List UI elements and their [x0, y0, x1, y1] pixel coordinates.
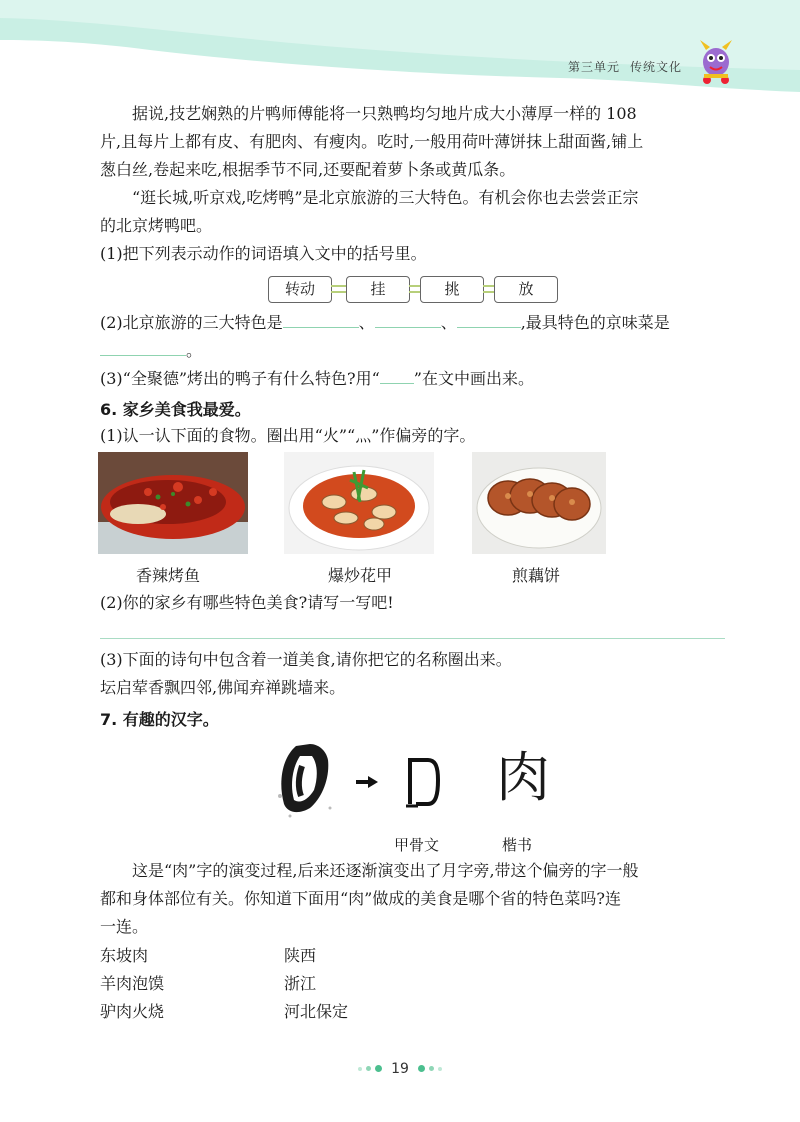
- word-card: 放: [494, 276, 558, 303]
- food-caption: 香辣烤鱼: [136, 566, 201, 585]
- province-item[interactable]: 浙江: [284, 974, 317, 993]
- q5-2-continued: 。: [100, 341, 202, 361]
- food-caption: 爆炒花甲: [328, 566, 393, 585]
- connector: [331, 285, 347, 293]
- topic-label: 传统文化: [630, 60, 683, 74]
- footer-dot: [429, 1066, 434, 1071]
- word-card: 挑: [420, 276, 484, 303]
- label-kaishu: 楷书: [502, 836, 533, 854]
- bronze-script-rou-glyph: [402, 754, 442, 810]
- answer-blank[interactable]: [375, 327, 441, 328]
- kaishu-rou-char: 肉: [496, 746, 550, 809]
- word-card: 转动: [268, 276, 332, 303]
- s7-body-line: 都和身体部位有关。你知道下面用“肉”做成的美食是哪个省的特色菜吗?连: [100, 889, 621, 908]
- dish-item[interactable]: 羊肉泡馍: [100, 974, 165, 993]
- answer-blank[interactable]: [457, 327, 521, 328]
- writing-line[interactable]: [100, 638, 725, 639]
- passage-line: 的北京烤鸭吧。: [100, 216, 213, 235]
- section-6-title: 6. 家乡美食我最爱。: [100, 400, 251, 419]
- footer-dot: [375, 1065, 382, 1072]
- label-jiaguwen: 甲骨文: [394, 836, 440, 854]
- q6-1-prompt: (1)认一认下面的食物。圈出用“火”“灬”作偏旁的字。: [100, 426, 476, 445]
- footer-dot: [366, 1066, 371, 1071]
- q5-3-prompt: (3)“全聚德”烤出的鸭子有什么特色?用“ ”在文中画出来。: [100, 369, 534, 388]
- page-number: 19: [391, 1061, 409, 1077]
- food-photo-lotus-root-cakes: [472, 452, 606, 554]
- footer-dot: [358, 1067, 362, 1071]
- q6-3-prompt: (3)下面的诗句中包含着一道美食,请你把它的名称圈出来。: [100, 650, 512, 669]
- oracle-bone-rou-glyph: [270, 738, 340, 820]
- header-unit-title: [568, 58, 682, 75]
- q6-2-prompt: (2)你的家乡有哪些特色美食?请写一写吧!: [100, 593, 394, 612]
- s7-body-line: 一连。: [100, 917, 149, 936]
- province-item[interactable]: 河北保定: [284, 1002, 349, 1021]
- poem-line: 坛启荤香飘四邻,佛闻弃禅跳墙来。: [100, 678, 346, 697]
- dish-item[interactable]: 东坡肉: [100, 946, 149, 965]
- footer-dot: [438, 1067, 442, 1071]
- answer-blank[interactable]: [283, 327, 359, 328]
- food-photo-spicy-fish: [98, 452, 248, 554]
- arrow-right-icon: [356, 776, 378, 788]
- header-band: [0, 0, 800, 110]
- passage-line: 据说,技艺娴熟的片鸭师傅能将一只熟鸭均匀地片成大小薄厚一样的 108: [132, 104, 637, 123]
- passage-line: “逛长城,听京戏,吃烤鸭”是北京旅游的三大特色。有机会你也去尝尝正宗: [132, 188, 639, 207]
- dish-item[interactable]: 驴肉火烧: [100, 1002, 165, 1021]
- underline-sample: [380, 383, 414, 384]
- footer-dot: [418, 1065, 425, 1072]
- passage-line: 片,且每片上都有皮、有肥肉、有瘦肉。吃时,一般用荷叶薄饼抹上甜面酱,铺上: [100, 132, 644, 151]
- answer-blank[interactable]: [100, 355, 186, 356]
- word-card: 挂: [346, 276, 410, 303]
- mascot-icon: [694, 36, 738, 86]
- q5-1-prompt: (1)把下列表示动作的词语填入文中的括号里。: [100, 244, 427, 263]
- passage-line: 葱白丝,卷起来吃,根据季节不同,还要配着萝卜条或黄瓜条。: [100, 160, 516, 179]
- province-item[interactable]: 陕西: [284, 946, 317, 965]
- s7-body-line: 这是“肉”字的演变过程,后来还逐渐演变出了月字旁,带这个偏旁的字一般: [132, 861, 639, 880]
- q5-2-prompt: (2)北京旅游的三大特色是 、 、 ,最具特色的京味菜是: [100, 313, 670, 332]
- section-7-title: 7. 有趣的汉字。: [100, 710, 219, 729]
- unit-label: 第三单元: [568, 60, 621, 74]
- food-caption: 煎藕饼: [512, 566, 561, 585]
- food-photo-stir-fried-clams: [284, 452, 434, 554]
